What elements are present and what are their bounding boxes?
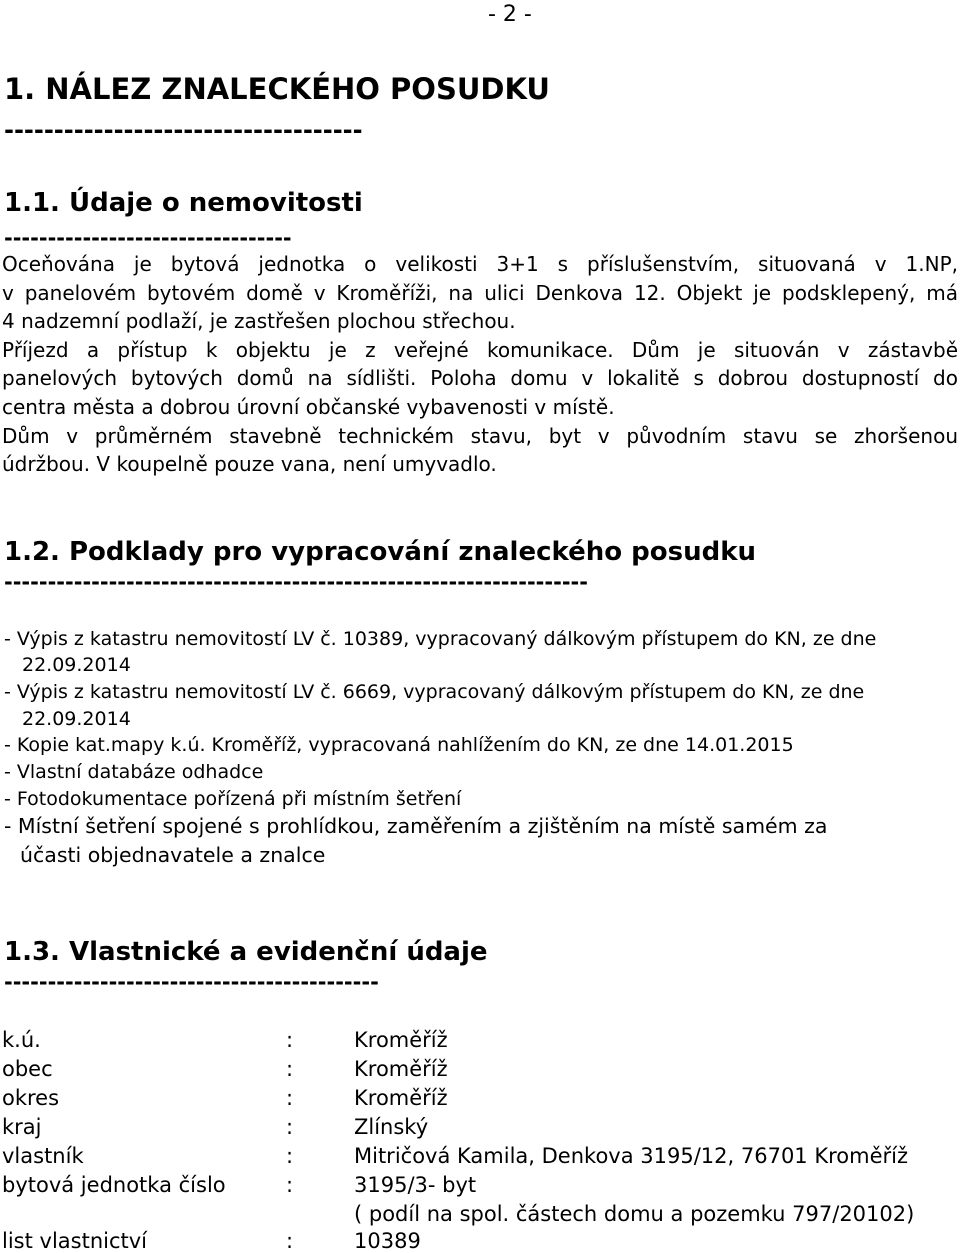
row-colon: : — [286, 1028, 294, 1052]
source-item: - Kopie kat.mapy k.ú. Kroměříž, vypracovaná nahlížením do KN, ze dne 14.01.2015 — [4, 734, 794, 756]
row-colon: : — [286, 1144, 294, 1168]
row-label: kraj — [2, 1115, 42, 1139]
row-colon: : — [286, 1173, 294, 1197]
section-1-2-underline: ------------------------------------------------------------------- — [4, 570, 588, 594]
row-label: bytová jednotka číslo — [2, 1173, 226, 1197]
row-value: Kroměříž — [354, 1086, 448, 1110]
row-label: vlastník — [2, 1144, 84, 1168]
ownership-row-obec — [2, 1057, 952, 1085]
section-1-2-title: 1.2. Podklady pro vypracování znaleckého posudku — [4, 537, 757, 567]
row-colon: : — [286, 1229, 294, 1253]
section-1-title: 1. NÁLEZ ZNALECKÉHO POSUDKU — [4, 72, 550, 106]
ownership-row-okres — [2, 1086, 952, 1114]
row-value: 3195/3- byt — [354, 1173, 477, 1197]
row-value: 10389 — [354, 1229, 421, 1253]
ownership-row-unit — [2, 1173, 952, 1201]
source-item-date: 22.09.2014 — [22, 654, 131, 676]
source-item-date: 22.09.2014 — [22, 708, 131, 730]
ownership-row-lv — [2, 1229, 952, 1253]
source-item: - Výpis z katastru nemovitostí LV č. 6669, vypracovaný dálkovým přístupem do KN, ze dne — [4, 681, 865, 703]
row-label: k.ú. — [2, 1028, 41, 1052]
description-line: Oceňována je bytová jednotka o velikosti 3+1 s příslušenstvím, situovaná v 1.NP, — [2, 252, 958, 276]
row-value: Mitričová Kamila, Denkova 3195/12, 76701 Kroměříž — [354, 1144, 908, 1168]
source-item: - Místní šetření spojené s prohlídkou, zaměřením a zjištěním na místě samém za — [4, 814, 828, 838]
row-value: Kroměříž — [354, 1028, 448, 1052]
ownership-row-ku — [2, 1028, 952, 1056]
row-value: Kroměříž — [354, 1057, 448, 1081]
property-description — [2, 250, 958, 479]
section-1-underline: ------------------------------------ — [4, 116, 363, 144]
ownership-row-vlastnik — [2, 1144, 952, 1172]
description-line: 4 nadzemní podlaží, je zastřešen plochou střechou. — [2, 309, 516, 334]
section-1-3-underline: ------------------------------------------- — [4, 970, 379, 994]
source-item: - Výpis z katastru nemovitostí LV č. 10389, vypracovaný dálkovým přístupem do KN, ze dne — [4, 628, 877, 650]
section-1-3-title: 1.3. Vlastnické a evidenční údaje — [4, 937, 488, 967]
section-1-1-title: 1.1. Údaje o nemovitosti — [4, 188, 363, 218]
description-line: Příjezd a přístup k objektu je z veřejné komunikace. Dům je situován v zástavbě — [2, 337, 958, 362]
source-item: - Fotodokumentace pořízená při místním šetření — [4, 788, 462, 810]
source-item: - Vlastní databáze odhadce — [4, 761, 264, 783]
description-line: v panelovém bytovém domě v Kroměříži, na ulici Denkova 12. Objekt je podsklepený, má — [2, 280, 958, 305]
row-value: ( podíl na spol. částech domu a pozemku 797/20102) — [354, 1202, 915, 1226]
page-number: - 2 - — [488, 2, 532, 27]
row-colon: : — [286, 1086, 294, 1110]
section-1-1-underline: --------------------------------- — [4, 226, 292, 250]
description-line: Dům v průměrném stavebně technickém stavu, byt v původním stavu se zhoršenou — [2, 423, 958, 448]
row-label: okres — [2, 1086, 60, 1110]
source-item-continued: účasti objednavatele a znalce — [20, 843, 326, 867]
row-label: list vlastnictví — [2, 1229, 148, 1253]
row-colon: : — [286, 1057, 294, 1081]
ownership-row-share — [2, 1202, 952, 1230]
description-line: údržbou. V koupelně pouze vana, není umyvadlo. — [2, 452, 497, 477]
row-label: obec — [2, 1057, 53, 1081]
row-value: Zlínský — [354, 1115, 429, 1139]
description-line: panelových bytových domů na sídlišti. Poloha domu v lokalitě s dobrou dostupností do — [2, 366, 958, 391]
description-line: centra města a dobrou úrovní občanské vybavenosti v místě. — [2, 394, 615, 419]
row-colon: : — [286, 1115, 294, 1139]
ownership-row-kraj — [2, 1115, 952, 1143]
